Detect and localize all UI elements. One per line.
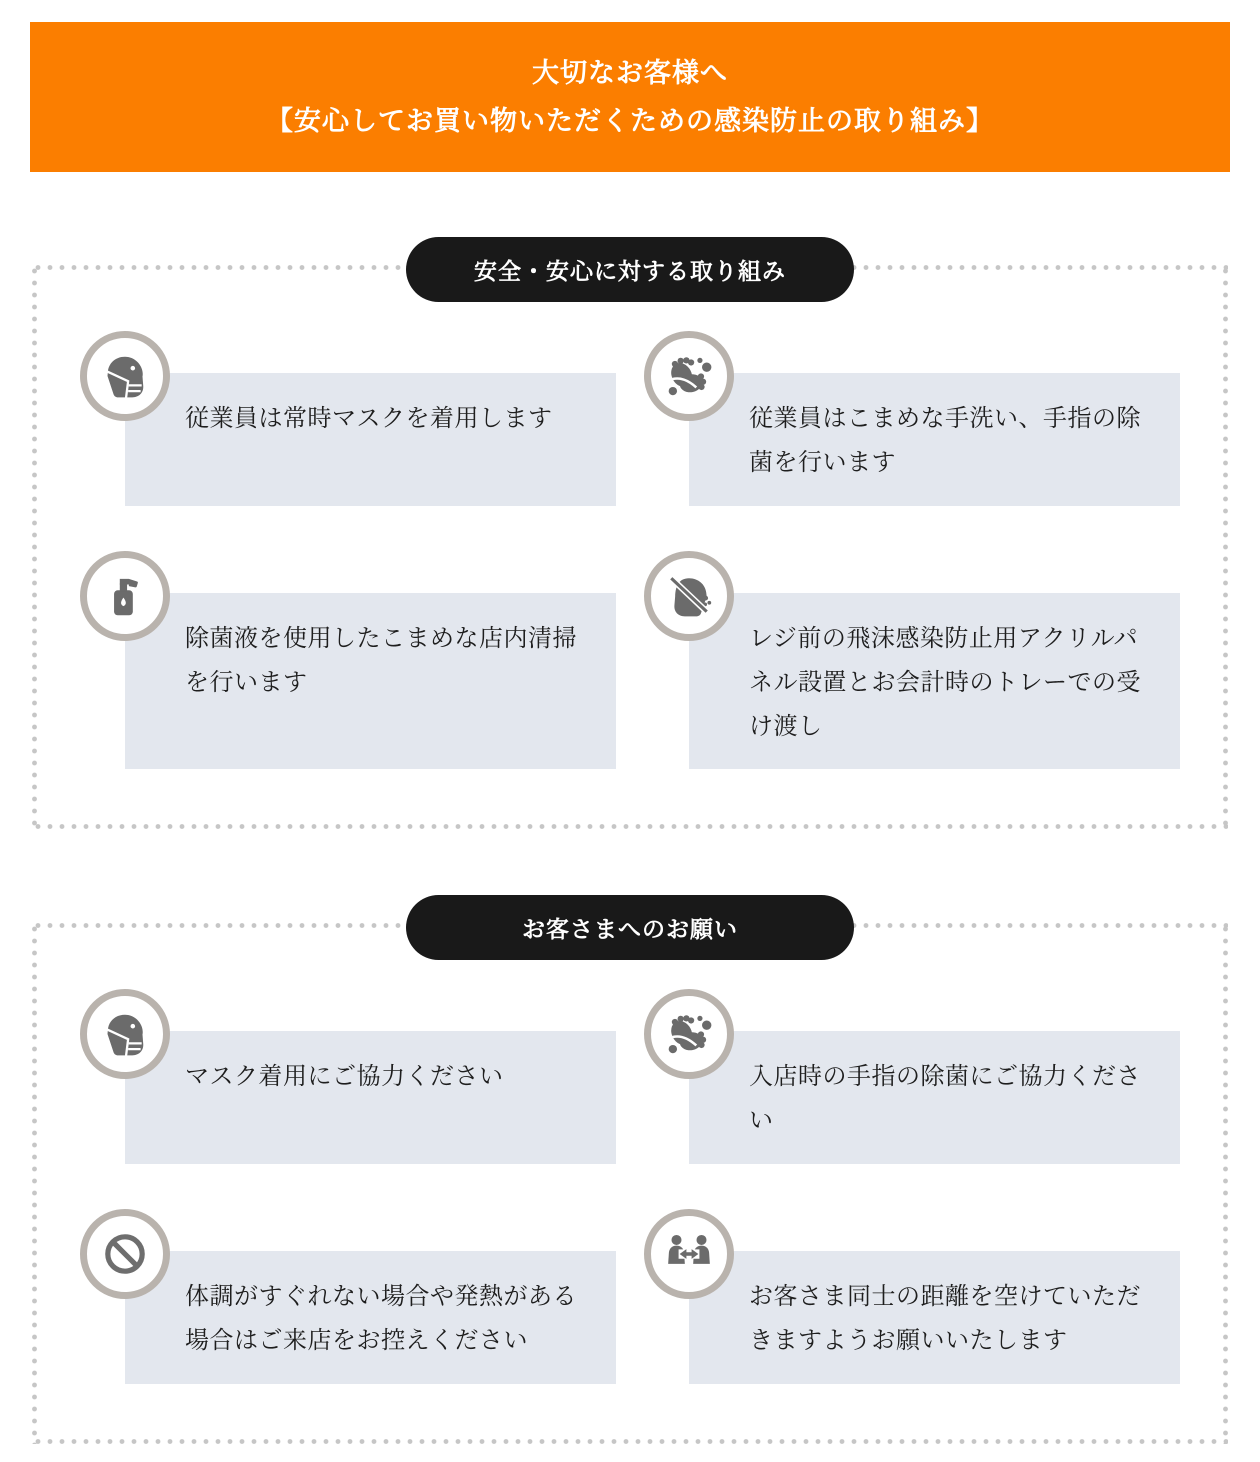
measure-text-box — [125, 593, 616, 769]
request-item-sanitize — [644, 989, 1180, 1164]
section-title-pill: 安全・安心に対する取り組み — [406, 237, 854, 302]
measure-text: 除菌液を使用したこまめな店内清掃を行います — [185, 625, 577, 696]
no-entry-icon — [80, 1209, 170, 1299]
droplet-block-icon — [644, 551, 734, 641]
request-text: 入店時の手指の除菌にご協力ください — [749, 1063, 1141, 1134]
measure-text-box — [689, 373, 1180, 506]
mask-face-icon — [80, 331, 170, 421]
measure-text: 従業員は常時マスクを着用します — [185, 405, 553, 432]
request-text-box — [125, 1031, 616, 1164]
section-title-pill: お客さまへのお願い — [406, 895, 854, 960]
request-item-mask — [80, 989, 616, 1164]
measure-item-handwash — [644, 331, 1180, 506]
request-text-box — [125, 1251, 616, 1384]
mask-face-icon — [80, 989, 170, 1079]
measure-text: 従業員はこまめな手洗い、手指の除菌を行います — [749, 405, 1141, 476]
social-distance-icon — [644, 1209, 734, 1299]
measure-text-box — [689, 593, 1180, 769]
hand-wash-icon — [644, 989, 734, 1079]
banner-title-line2: 【安心してお買い物いただくための感染防止の取り組み】 — [266, 105, 994, 136]
request-text: 体調がすぐれない場合や発熱がある場合はご来店をお控えください — [185, 1283, 577, 1354]
measure-text-box — [125, 373, 616, 506]
sanitizer-bottle-icon — [80, 551, 170, 641]
requests-grid — [80, 989, 1180, 1384]
banner-title-line1: 大切なお客様へ — [532, 57, 728, 88]
request-text-box — [689, 1031, 1180, 1164]
measures-grid — [80, 331, 1180, 769]
section-customer-requests — [32, 916, 1228, 1444]
request-item-stay-home — [80, 1209, 616, 1384]
measure-item-mask — [80, 331, 616, 506]
request-text: お客さま同士の距離を空けていただきますようお願いいたします — [749, 1283, 1141, 1354]
section-safety-measures — [32, 258, 1228, 829]
request-text-box — [689, 1251, 1180, 1384]
request-item-distance — [644, 1209, 1180, 1384]
measure-text: レジ前の飛沫感染防止用アクリルパネル設置とお会計時のトレーでの受け渡し — [749, 625, 1141, 740]
hand-wash-icon — [644, 331, 734, 421]
request-text: マスク着用にご協力ください — [185, 1063, 504, 1090]
measure-item-panel — [644, 551, 1180, 769]
notice-banner — [30, 22, 1230, 172]
measure-item-sanitizer — [80, 551, 616, 769]
